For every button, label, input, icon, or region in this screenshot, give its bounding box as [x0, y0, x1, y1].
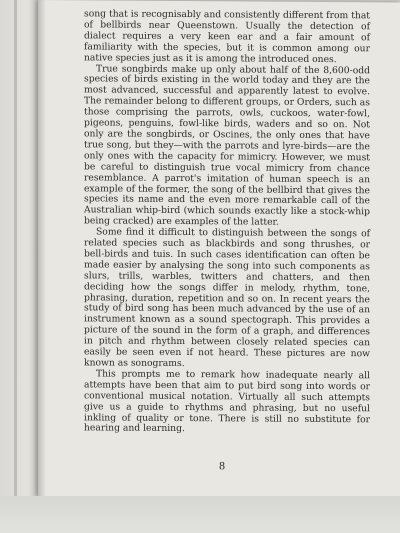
page-number: 8	[218, 461, 226, 473]
paragraph: Some find it difficult to distinguish between the songs of related species such as blackbirds and song thrushes, or bell-birds and tuis. In such cases identification can often be made easier by analysing the song into such components as slurs, trills, warbles, twitters and chatters, and then deciding how the songs differ in melody, rhythm, tone, phrasing, duration, repetition and so on. In recent years the study of bird song has been much advanced by the use of an instrument known as a sound spectograph. This provides a picture of the sound in the form of a graph, and differences in pitch and rhythm between closely related species can easily be seen even if not heard. These pictures are now known as sonograms.	[84, 226, 370, 370]
paragraph: True songbirds make up only about half of the 8,600-odd species of birds existing in the world today and they are the most advanced, successful and apparently latest to evolve. The remainder belong to different groups, or Orders, such as those comprising the parrots, owls, cuckoos, water-fowl, pigeons, penguins, fowl-like birds, waders and so on. Not only are the songbirds, or Oscines, the only ones that have true song, but they—with the parrots and lyre-birds—are the only ones with the capacity for mimicry. However, we must be careful to distinguish true vocal mimicry from chance resemblance. A parrot's imitation of human speech is an example of the former, the song of the bellbird that gives the species its name and the even more remarkable call of the Australian whip-bird (which sounds exactly like a stock-whip being cracked) are examples of the latter.	[84, 62, 370, 228]
facing-page-edge	[0, 0, 40, 533]
page-stack-edge	[14, 0, 17, 533]
book-page	[38, 0, 400, 499]
body-text	[84, 9, 370, 436]
background-surface	[0, 496, 400, 533]
paragraph: song that is recognisably and consistently different from that of bellbirds near Queenstown. Usually the detection of dialect requires a very keen ear and a fair amount of familiarity with the species, but it is common among our native species just as it is among the introduced ones.	[84, 8, 370, 65]
paragraph: This prompts me to remark how inadequate nearly all attempts have been that aim to put bird song into words or conventional musical notation. Virtually all such attempts give us a guide to rhythms and phrasing, but no useful inkling of quality or tone. There is still no substitute for hearing and learning.	[84, 368, 370, 435]
page-gutter-shadow	[38, 0, 46, 496]
